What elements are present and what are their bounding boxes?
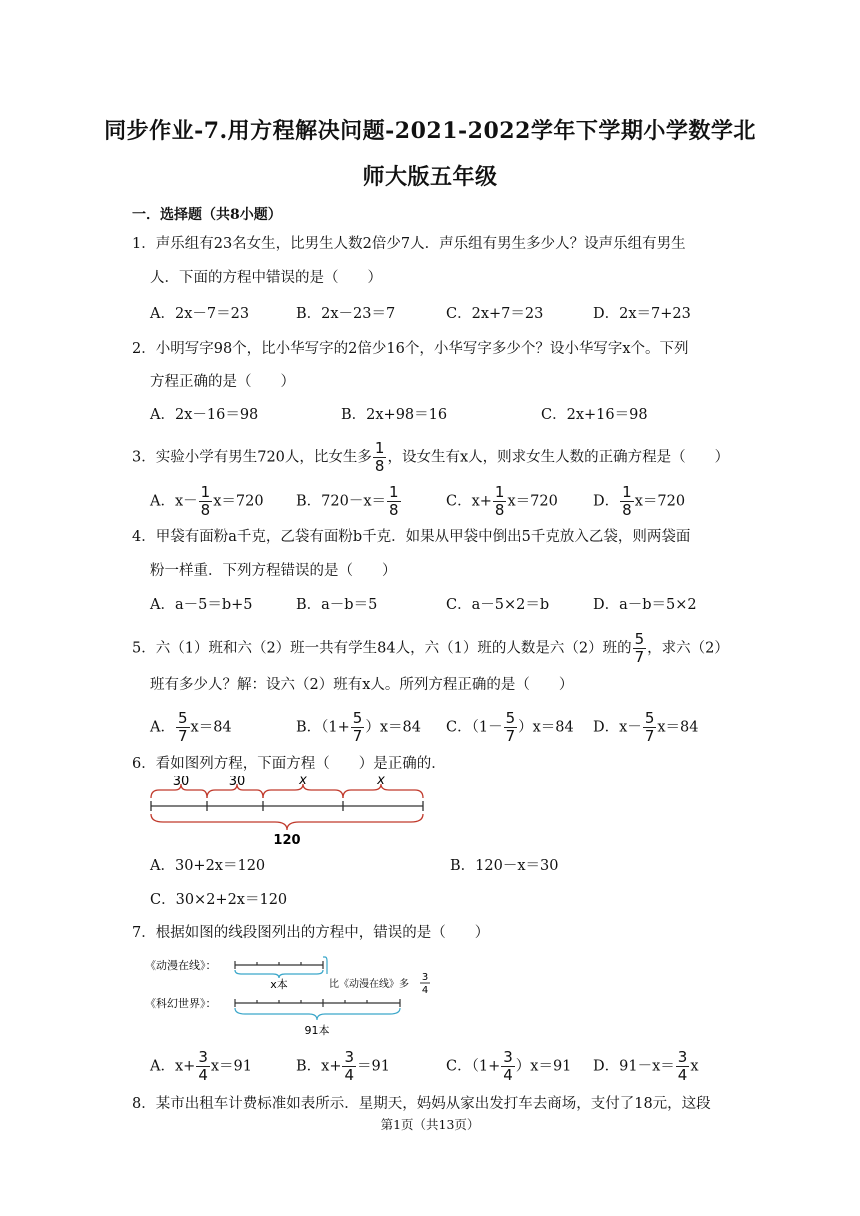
q1-line2: 人．下面的方程中错误的是（ ） — [150, 270, 382, 286]
q6-brace-total — [151, 814, 423, 830]
q7-label-anime: 《动漫在线》： — [145, 959, 217, 972]
page-title-line2: 师大版五年级 — [362, 164, 498, 190]
section-heading: 一．选择题（共8小题） — [132, 207, 282, 223]
q3-fraction: $\frac{1}{8}$ — [374, 439, 385, 475]
q7-brace-extra — [323, 957, 327, 974]
q5-line2: 班有多少人？解：设六（2）班有x人。所列方程正确的是（ ） — [150, 677, 574, 693]
page-footer: 第1页（共13页） — [380, 1117, 480, 1132]
q6-option-a[interactable]: A．30+2x＝120 — [150, 858, 266, 874]
q7-brace-anime — [235, 970, 323, 978]
q6-label-seg2: 30 — [228, 776, 246, 789]
q2-option-b[interactable]: B．2x+98＝16 — [341, 407, 448, 423]
q1-option-d[interactable]: D．2x＝7+23 — [593, 306, 691, 322]
q7-label-compare: 比《动漫在线》多 — [329, 979, 409, 990]
q7-compare-den: 4 — [421, 985, 429, 996]
q1-line1: 1．声乐组有23名女生，比男生人数2倍少7人．声乐组有男生多少人？设声乐组有男生 — [132, 236, 686, 252]
q6-label-seg4: x — [377, 776, 385, 788]
q4-line1: 4．甲袋有面粉a千克，乙袋有面粉b千克．如果从甲袋中倒出5千克放入乙袋，则两袋面 — [132, 529, 691, 545]
q5-option-d[interactable]: D．x－ $\frac{5}{7}$ x＝84 — [593, 709, 699, 745]
q3-option-c[interactable]: C．x+ $\frac{1}{8}$ x＝720 — [446, 483, 558, 519]
q5-option-b[interactable]: B．（1+ $\frac{5}{7}$ ）x＝84 — [296, 709, 421, 745]
q2-option-a[interactable]: A．2x－16＝98 — [150, 407, 259, 423]
q2-line2: 方程正确的是（ ） — [150, 374, 295, 390]
q7-option-d[interactable]: D．91－x＝ $\frac{3}{4}$ x — [593, 1048, 699, 1084]
q8-line1: 8．某市出租车计费标准如表所示．星期天，妈妈从家出发打车去商场，支付了18元，这段 — [132, 1096, 711, 1112]
q2-line1: 2．小明写字98个，比小华写字的2倍少16个，小华写字多少个？设小华写字x个。下列 — [132, 341, 689, 357]
q7-label-total: 91本 — [304, 1024, 330, 1037]
q6-option-c[interactable]: C．30×2+2x＝120 — [150, 892, 288, 908]
q7-option-b[interactable]: B．x+ $\frac{3}{4}$ ＝91 — [296, 1048, 390, 1084]
q3-option-d[interactable]: D． $\frac{1}{8}$ x＝720 — [593, 483, 686, 519]
q6-label-seg1: 30 — [172, 776, 190, 789]
q3-option-a[interactable]: A．x－ $\frac{1}{8}$ x＝720 — [150, 483, 264, 519]
q4-option-a[interactable]: A．a－5＝b+5 — [150, 597, 253, 613]
q4-line2: 粉一样重．下列方程错误的是（ ） — [150, 563, 397, 579]
q5-option-a[interactable]: A． $\frac{5}{7}$ x＝84 — [150, 709, 232, 745]
q7-label-x: x本 — [270, 978, 288, 991]
q4-option-c[interactable]: C．a－5×2＝b — [446, 597, 550, 613]
q7-segment-diagram — [145, 952, 435, 1038]
q7-option-c[interactable]: C．（1+ $\frac{3}{4}$ ）x＝91 — [446, 1048, 572, 1084]
q1-option-a[interactable]: A．2x－7＝23 — [150, 306, 250, 322]
q5-line1: 5．六（1）班和六（2）班一共有学生84人，六（1）班的人数是六（2）班的 $\frac{5}{7}$ ，求六（2） — [132, 630, 729, 666]
q7-line1: 7．根据如图的线段图列出的方程中，错误的是（ ） — [132, 925, 490, 941]
q2-option-c[interactable]: C．2x+16＝98 — [541, 407, 648, 423]
q7-label-scifi: 《科幻世界》： — [145, 997, 217, 1010]
q7-brace-scifi — [235, 1008, 400, 1020]
q7-option-a[interactable]: A．x+ $\frac{3}{4}$ x＝91 — [150, 1048, 252, 1084]
q3-option-b[interactable]: B．720－x＝ $\frac{1}{8}$ — [296, 483, 399, 519]
q5-option-c[interactable]: C．（1－ $\frac{5}{7}$ ）x＝84 — [446, 709, 574, 745]
q5-fraction: $\frac{5}{7}$ — [634, 630, 645, 666]
q7-compare-num: 3 — [421, 972, 429, 983]
q4-option-b[interactable]: B．a－b＝5 — [296, 597, 378, 613]
q6-line1: 6．看如图列方程，下面方程（ ）是正确的． — [132, 756, 446, 772]
q6-segment-diagram — [145, 776, 435, 850]
q6-label-seg3: x — [299, 776, 307, 788]
q1-option-b[interactable]: B．2x－23＝7 — [296, 306, 396, 322]
q6-option-b[interactable]: B．120－x＝30 — [450, 858, 559, 874]
q4-option-d[interactable]: D．a－b＝5×2 — [593, 597, 697, 613]
page-title-line1: 同步作业-7.用方程解决问题-2021-2022学年下学期小学数学北 — [104, 118, 756, 144]
q6-label-total: 120 — [273, 833, 301, 848]
q1-option-c[interactable]: C．2x+7＝23 — [446, 306, 544, 322]
q3-line1: 3．实验小学有男生720人，比女生多 $\frac{1}{8}$ ，设女生有x人，则求女生人数的正确方程是（ ） — [132, 439, 730, 475]
